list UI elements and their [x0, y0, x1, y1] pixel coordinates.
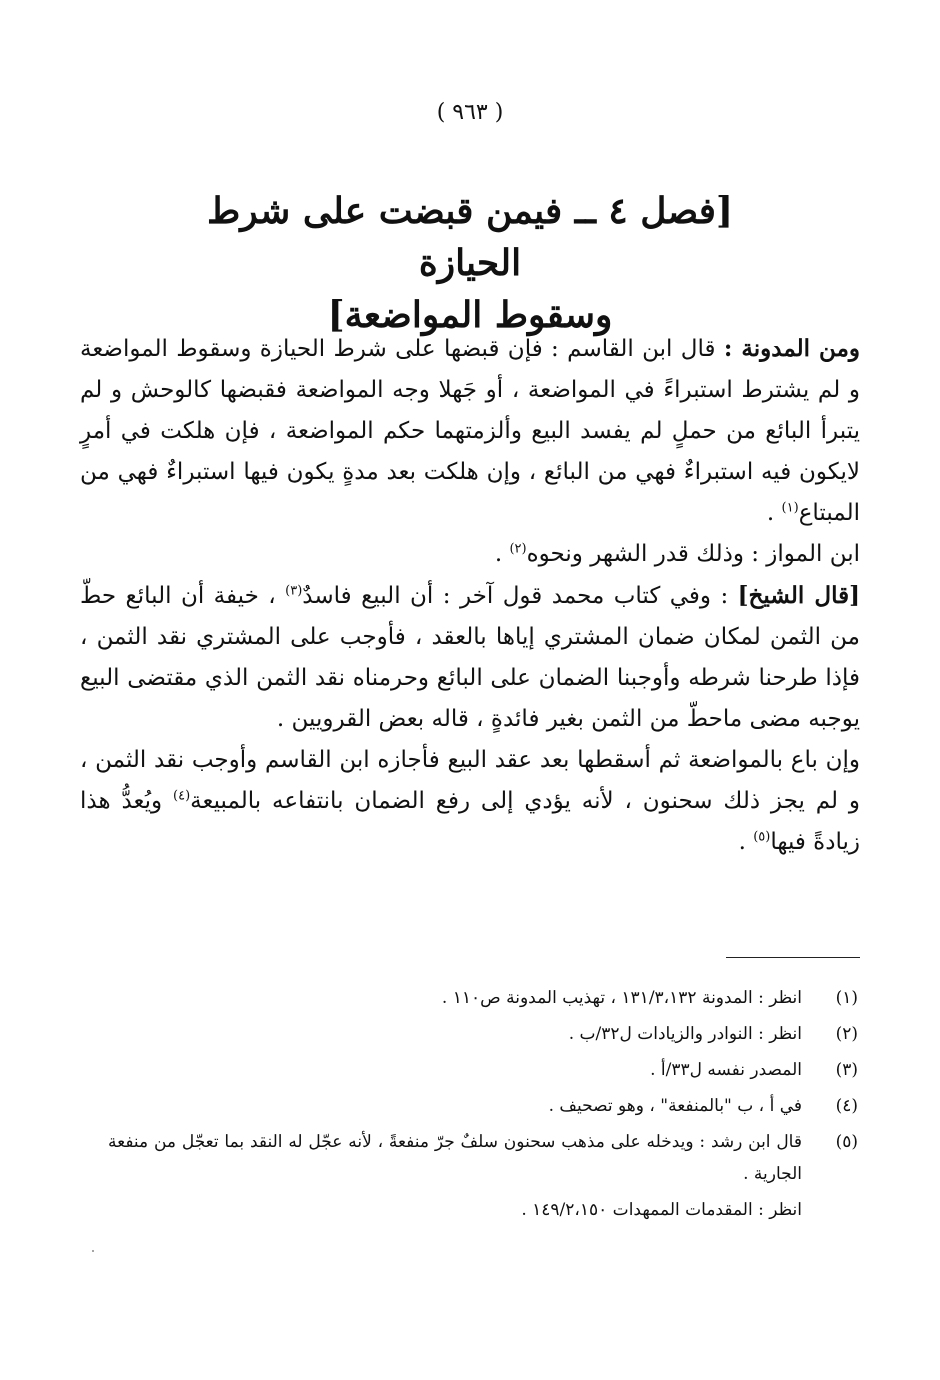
- footnote-text: انظر : المدونة ١٣١/٣،١٣٢ ، تهذيب المدونة ص١١٠ .: [441, 988, 802, 1008]
- footnote-text: انظر : النوادر والزيادات ل٣٢/ب .: [568, 1024, 802, 1044]
- footnote-4: [108, 1090, 858, 1122]
- paragraph-4: [80, 740, 860, 863]
- paragraph-3-text-b: ، خيفة أن البائع حطّ من الثمن لمكان ضمان المشتري إياها بالعقد ، فأوجب على المشتري نقد الثمن ، فإذا طرحنا شرطه وأوجبنا الضمان على البائع وحرمناه نقد الثمن الذي مقتضى البيع يوجبه مضى ماحطّ من الثمن بغير فائدةٍ ، قاله بعض القرويين .: [80, 583, 860, 732]
- paragraph-3-text-a: : وفي كتاب محمد قول آخر : أن البيع فاسدٌ: [302, 583, 738, 609]
- footnote-number: (٤): [835, 1096, 858, 1116]
- footnote-1: [108, 982, 858, 1014]
- paragraph-1: [80, 328, 860, 534]
- page-number: ( ٩٦٣ ): [436, 100, 504, 125]
- footnote-ref-1[interactable]: (١): [781, 500, 799, 516]
- footnote-ref-5[interactable]: (٥): [753, 829, 771, 845]
- footnote-5-continuation: انظر : المقدمات الممهدات ١٤٩/٢،١٥٠ .: [521, 1200, 802, 1220]
- paragraph-1-end: .: [766, 500, 782, 526]
- body-text: [80, 328, 860, 863]
- footnote-number: (٥): [835, 1132, 858, 1152]
- chapter-title-line-2: وسقوط المواضعة]: [327, 294, 613, 336]
- paragraph-2-text: ابن المواز : وذلك قدر الشهر ونحوه: [526, 541, 860, 567]
- paragraph-4-text-b: ويُعدُّ هذا زيادةً فيها: [80, 788, 860, 855]
- paragraph-1-text: قال ابن القاسم : فإن قبضها على شرط الحيازة وسقوط المواضعة و لم يشترط استبراءً في المواضعة ، أو جَهلا وجه المواضعة فقبضها كالوحش و لم يتبرأ البائع من حملٍ لم يفسد البيع وألزمتهما حكم المواضعة ، فإن هلكت في أمرٍ لايكون فيه استبراءٌ فهي من البائع ، وإن هلكت بعد مدةٍ يكون فيها استبراءٌ فهي من المبتاع: [80, 336, 860, 526]
- footnote-number: (٣): [835, 1060, 858, 1080]
- footnote-ref-4[interactable]: (٤): [173, 788, 191, 804]
- paragraph-3-lead: [قال الشيخ]: [737, 582, 860, 609]
- footnote-divider: [726, 957, 860, 958]
- paragraph-4-text-a: وإن باع بالمواضعة ثم أسقطها بعد عقد البيع فأجازه ابن القاسم وأوجب نقد الثمن ، و لم يجز ذلك سحنون ، لأنه يؤدي إلى رفع الضمان بانتفاعه بالمبيعة: [80, 747, 861, 814]
- footnote-text: في أ ، ب "بالمنفعة" ، وهو تصحيف .: [548, 1096, 802, 1116]
- footnotes: [108, 982, 858, 1226]
- footnote-5: [108, 1126, 858, 1190]
- paragraph-3: [80, 575, 860, 740]
- footnote-text: المصدر نفسه ل٣٣/أ .: [650, 1060, 802, 1080]
- footnote-ref-3[interactable]: (٣): [285, 583, 303, 599]
- footnote-number: (٢): [835, 1024, 858, 1044]
- chapter-title: [150, 185, 790, 341]
- paragraph-4-end: .: [738, 829, 754, 855]
- footnote-text: قال ابن رشد : ويدخله على مذهب سحنون سلفٌ جرّ منفعةً ، لأنه عجّل له النقد بما تعجّل من منفعة الجارية .: [108, 1132, 802, 1184]
- paragraph-2: [80, 534, 860, 575]
- footnote-number: (١): [835, 988, 858, 1008]
- chapter-title-line-1: [فصل ٤ ــ فيمن قبضت على شرط الحيازة: [206, 190, 734, 284]
- paragraph-1-lead: ومن المدونة :: [723, 335, 860, 362]
- scan-speck: [92, 1250, 94, 1252]
- footnote-3: [108, 1054, 858, 1086]
- paragraph-2-end: .: [494, 541, 510, 567]
- footnote-ref-2[interactable]: (٢): [509, 541, 527, 557]
- footnote-2: [108, 1018, 858, 1050]
